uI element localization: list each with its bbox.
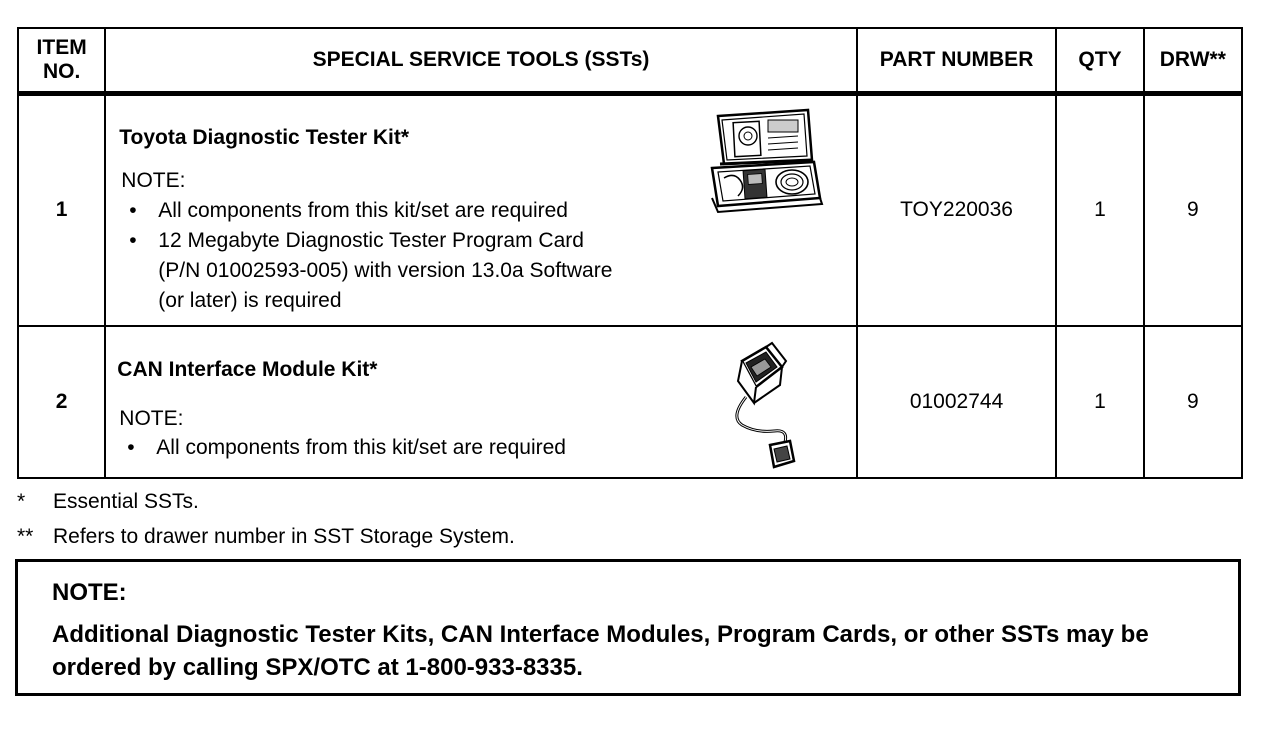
note-box-title: NOTE: xyxy=(52,579,127,606)
note-bullet-continuation: (or later) is required xyxy=(158,289,342,312)
footnote-text: Essential SSTs. xyxy=(53,490,199,513)
footnote-drawer xyxy=(17,525,515,549)
tool-title: CAN Interface Module Kit* xyxy=(117,357,378,381)
note-list xyxy=(119,433,566,463)
note-label: NOTE: xyxy=(121,169,186,192)
drw-cell: 9 xyxy=(1144,326,1242,478)
header-item-no: ITEM NO. xyxy=(18,28,105,94)
note-bullet: • All components from this kit/set are required xyxy=(121,196,612,226)
item-number-cell: 1 xyxy=(18,94,105,326)
tool-description-cell xyxy=(105,326,856,478)
drw-cell: 9 xyxy=(1144,94,1242,326)
note-list xyxy=(121,196,612,316)
table-row xyxy=(18,326,1242,478)
footnote-mark: * xyxy=(17,490,26,513)
note-bullet: • 12 Megabyte Diagnostic Tester Program Card xyxy=(121,226,612,256)
header-drw: DRW** xyxy=(1144,28,1242,94)
footnote-essential xyxy=(17,490,199,514)
ordering-note-box xyxy=(15,559,1241,696)
header-part-number: PART NUMBER xyxy=(857,28,1057,94)
table-row xyxy=(18,94,1242,326)
header-qty: QTY xyxy=(1056,28,1143,94)
tool-title: Toyota Diagnostic Tester Kit* xyxy=(119,126,410,149)
footnote-text: Refers to drawer number in SST Storage System. xyxy=(53,525,515,548)
note-bullet: • All components from this kit/set are required xyxy=(119,433,566,463)
footnote-mark: ** xyxy=(17,525,34,548)
qty-cell: 1 xyxy=(1056,94,1143,326)
can-interface-module-illustration xyxy=(724,341,796,471)
diagnostic-tester-kit-case-illustration xyxy=(704,102,824,220)
note-bullet-continuation: (P/N 01002593-005) with version 13.0a Software xyxy=(158,259,613,282)
qty-cell: 1 xyxy=(1056,326,1143,478)
tool-description-cell xyxy=(105,94,856,326)
sst-table xyxy=(17,27,1243,479)
note-box-text: Additional Diagnostic Tester Kits, CAN Interface Modules, Program Cards, or other SSTs may be ordered by calling SPX/OTC at 1-800-933-8335. xyxy=(52,621,1149,681)
table-header-row xyxy=(18,28,1242,94)
header-tools: SPECIAL SERVICE TOOLS (SSTs) xyxy=(105,28,856,94)
part-number-cell: 01002744 xyxy=(857,326,1057,478)
note-label: NOTE: xyxy=(119,406,184,430)
part-number-cell: TOY220036 xyxy=(857,94,1057,326)
item-number-cell: 2 xyxy=(18,326,105,478)
